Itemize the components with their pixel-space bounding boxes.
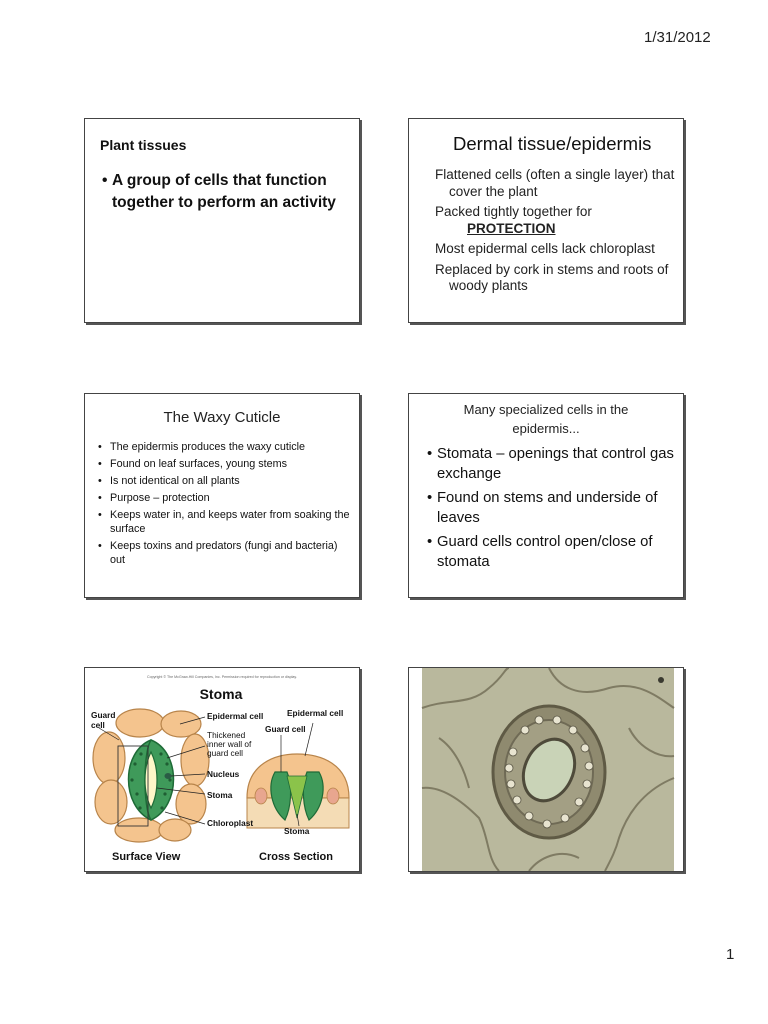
label-guard-cell-right: Guard cell (265, 724, 306, 734)
list-item: Flattened cells (often a single layer) that cover the plant (435, 167, 675, 199)
micrograph-image (409, 668, 683, 871)
slide-dermal-tissue (408, 118, 684, 323)
list-item: • Is not identical on all plants (95, 474, 350, 488)
slide-title-line: epidermis... (512, 421, 580, 436)
label-stoma: Stoma (207, 790, 233, 800)
stoma-guard-cells (493, 706, 605, 838)
page-number: 1 (726, 946, 735, 963)
list-item: Replaced by cork in stems and roots of woody plants (435, 261, 669, 293)
caption-cross-section: Cross Section (259, 851, 333, 863)
label-stoma-right: Stoma (284, 826, 310, 836)
list-item: • Found on leaf surfaces, young stems (95, 457, 350, 471)
diagram-title: Stoma (199, 686, 243, 702)
bullet-text: A group of cells that function together to perform an activity (112, 172, 336, 211)
nucleus (165, 773, 172, 779)
list-item (427, 532, 682, 572)
slide-title-line: Many specialized cells in the (463, 402, 629, 417)
guard-cells-surface (118, 740, 174, 826)
page-date: 1/31/2012 (644, 29, 711, 46)
list-item-text: Packed tightly together for (435, 204, 592, 219)
bullet-dot: • (427, 490, 433, 506)
slide-body (435, 167, 680, 299)
bullet-dot: • (427, 534, 433, 550)
label-guard-cell: cell (91, 720, 105, 730)
list-item: • Purpose – protection (95, 491, 350, 505)
slide-body (427, 444, 682, 576)
label-thickened: Thickened (207, 730, 246, 740)
cell-nucleus (255, 788, 267, 804)
list-item (435, 204, 680, 237)
bullet-dot: • (102, 172, 108, 189)
slide-title: The Waxy Cuticle (163, 409, 281, 426)
label-thickened: inner wall of (207, 739, 252, 749)
label-chloroplast: Chloroplast (207, 818, 254, 828)
slide-stoma-micrograph (408, 667, 684, 872)
stoma-diagram (85, 668, 359, 871)
cross-section (247, 754, 349, 828)
list-item: • Keeps water in, and keeps water from soaking the surface (95, 508, 350, 536)
caption-surface-view: Surface View (112, 851, 181, 863)
list-item-text: Guard cells control open/close of stomata (437, 534, 653, 570)
label-guard-cell: Guard (91, 710, 116, 720)
epidermal-cell (159, 819, 191, 841)
epidermal-cell (95, 780, 127, 824)
bullet-dot: • (427, 446, 433, 462)
list-item: • Keeps toxins and predators (fungi and bacteria) out (95, 539, 350, 567)
dark-speck (658, 677, 664, 683)
slide-plant-tissues (84, 118, 360, 323)
epidermal-cell (176, 784, 206, 824)
slide-waxy-cuticle (84, 393, 360, 598)
list-item: • The epidermis produces the waxy cuticle (95, 440, 350, 454)
list-item (427, 444, 682, 484)
epidermal-cell (93, 732, 125, 784)
slide-title (409, 400, 683, 438)
epidermal-cell (116, 709, 164, 737)
epidermal-cell (181, 734, 209, 786)
slide-bullet (102, 170, 352, 214)
copyright-notice: Copyright © The McGraw-Hill Companies, Inc. Permission required for reproduction or display. (147, 675, 297, 679)
epidermal-cell (115, 818, 163, 842)
list-item-text: Found on stems and underside of leaves (437, 490, 658, 526)
label-epidermal-cell-right: Epidermal cell (287, 708, 344, 718)
slide-specialized-cells (408, 393, 684, 598)
cell-nucleus (327, 788, 339, 804)
label-epidermal-cell: Epidermal cell (207, 711, 264, 721)
slide-stoma-diagram (84, 667, 360, 872)
emphasis-text: PROTECTION (467, 220, 556, 236)
label-thickened: guard cell (207, 748, 243, 758)
list-item: Most epidermal cells lack chloroplast (435, 241, 655, 256)
slide-title: Plant tissues (100, 137, 187, 153)
label-nucleus: Nucleus (207, 769, 240, 779)
list-item-text: Stomata – openings that control gas exchange (437, 446, 674, 482)
bullet-list (95, 440, 350, 570)
list-item (427, 488, 682, 528)
slide-title: Dermal tissue/epidermis (453, 133, 652, 154)
